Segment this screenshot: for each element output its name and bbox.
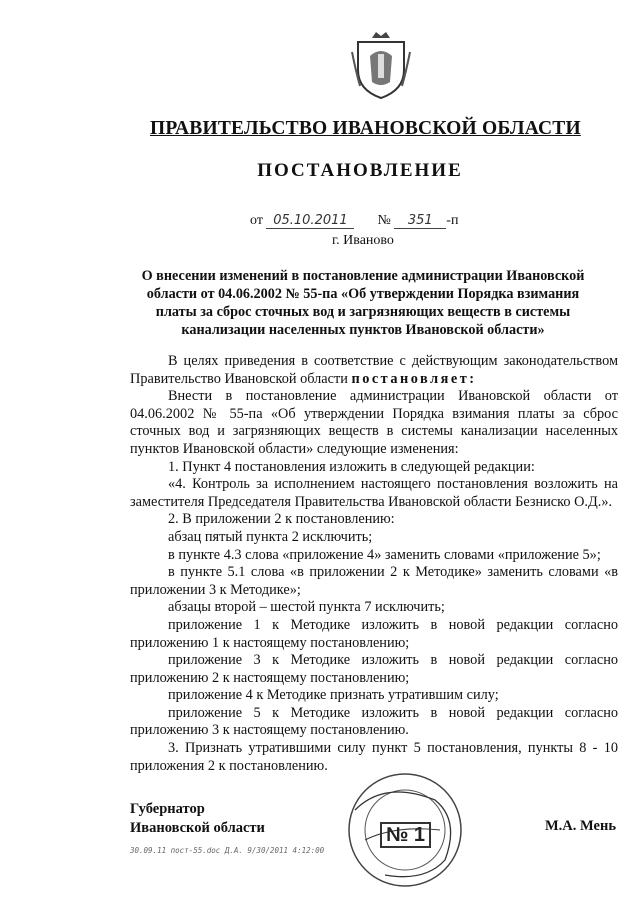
item-3: 3. Признать утратившими силу пункт 5 постановления, пункты 8 - 10 приложения 2 к постановлению. (130, 740, 618, 774)
signature-title-line2: Ивановской области (130, 820, 265, 836)
item-2-f: приложение 3 к Методике изложить в новой редакции согласно приложению 2 к настоящему постановлению; (130, 652, 618, 686)
item-1: 1. Пункт 4 постановления изложить в следующей редакции: (168, 458, 535, 475)
preamble-verb: постановляет: (351, 370, 477, 387)
city: г. Иваново (332, 233, 394, 248)
item-2-c: в пункте 5.1 слова «в приложении 2 к Методике» заменить словами «в приложении 3 к Методике»; (130, 564, 618, 598)
intro-paragraph: Внести в постановление администрации Ивановской области от 04.06.2002 № 55-па «Об утверждении Порядка взимания платы за сброс сточных вод и загрязняющих веществ в системы канализации населенных пунктов Ивановской области» следующие изменения: (130, 388, 618, 457)
number-suffix: -п (446, 213, 459, 228)
date-number-line (250, 213, 490, 229)
file-footer: 30.09.11 пост-55.doc Д.А. 9/30/2011 4:12:00 (130, 846, 325, 855)
decree-number: 351 (394, 213, 446, 229)
item-2-b: в пункте 4.3 слова «приложение 4» заменить словами «приложение 5»; (168, 546, 601, 563)
signatory-name: М.А. Мень (545, 818, 616, 834)
decree-body (130, 353, 618, 775)
date-prefix: от (250, 213, 263, 228)
item-2-g: приложение 4 к Методике признать утратившим силу; (168, 687, 499, 704)
stamp-number: № 1 (380, 822, 431, 848)
number-prefix: № (377, 213, 391, 228)
signature-title (130, 800, 265, 838)
preamble: В целях приведения в соответствие с действующим законодательством Правительство Ивановской области постановляет: (130, 353, 618, 387)
item-2: 2. В приложении 2 к постановлению: (168, 511, 395, 528)
item-2-d: абзацы второй – шестой пункта 7 исключить; (168, 599, 445, 616)
document-type: ПОСТАНОВЛЕНИЕ (257, 160, 463, 181)
item-2-h: приложение 5 к Методике изложить в новой редакции согласно приложению 3 к настоящему постановлению. (130, 704, 618, 739)
item-2-a: абзац пятый пункта 2 исключить; (168, 528, 373, 545)
item-2-e: приложение 1 к Методике изложить в новой редакции согласно приложению 1 к настоящему постановлению; (130, 616, 618, 651)
item-1-text: «4. Контроль за исполнением настоящего постановления возложить на заместителя Председателя Правительства Ивановской области Безниско О.Д.». (130, 476, 618, 510)
decree-subject: О внесении изменений в постановление администрации Ивановской области от 04.06.2002 № 55-па «Об утверждении Порядка взимания платы за сброс сточных вод и загрязняющих веществ в системы канализации населенных пунктов Ивановской области» (141, 268, 585, 338)
decree-date: 05.10.2011 (266, 213, 354, 229)
coat-of-arms-icon (350, 32, 412, 102)
signature-title-line1: Губернатор (130, 801, 205, 817)
government-title: ПРАВИТЕЛЬСТВО ИВАНОВСКОЙ ОБЛАСТИ (150, 118, 581, 139)
